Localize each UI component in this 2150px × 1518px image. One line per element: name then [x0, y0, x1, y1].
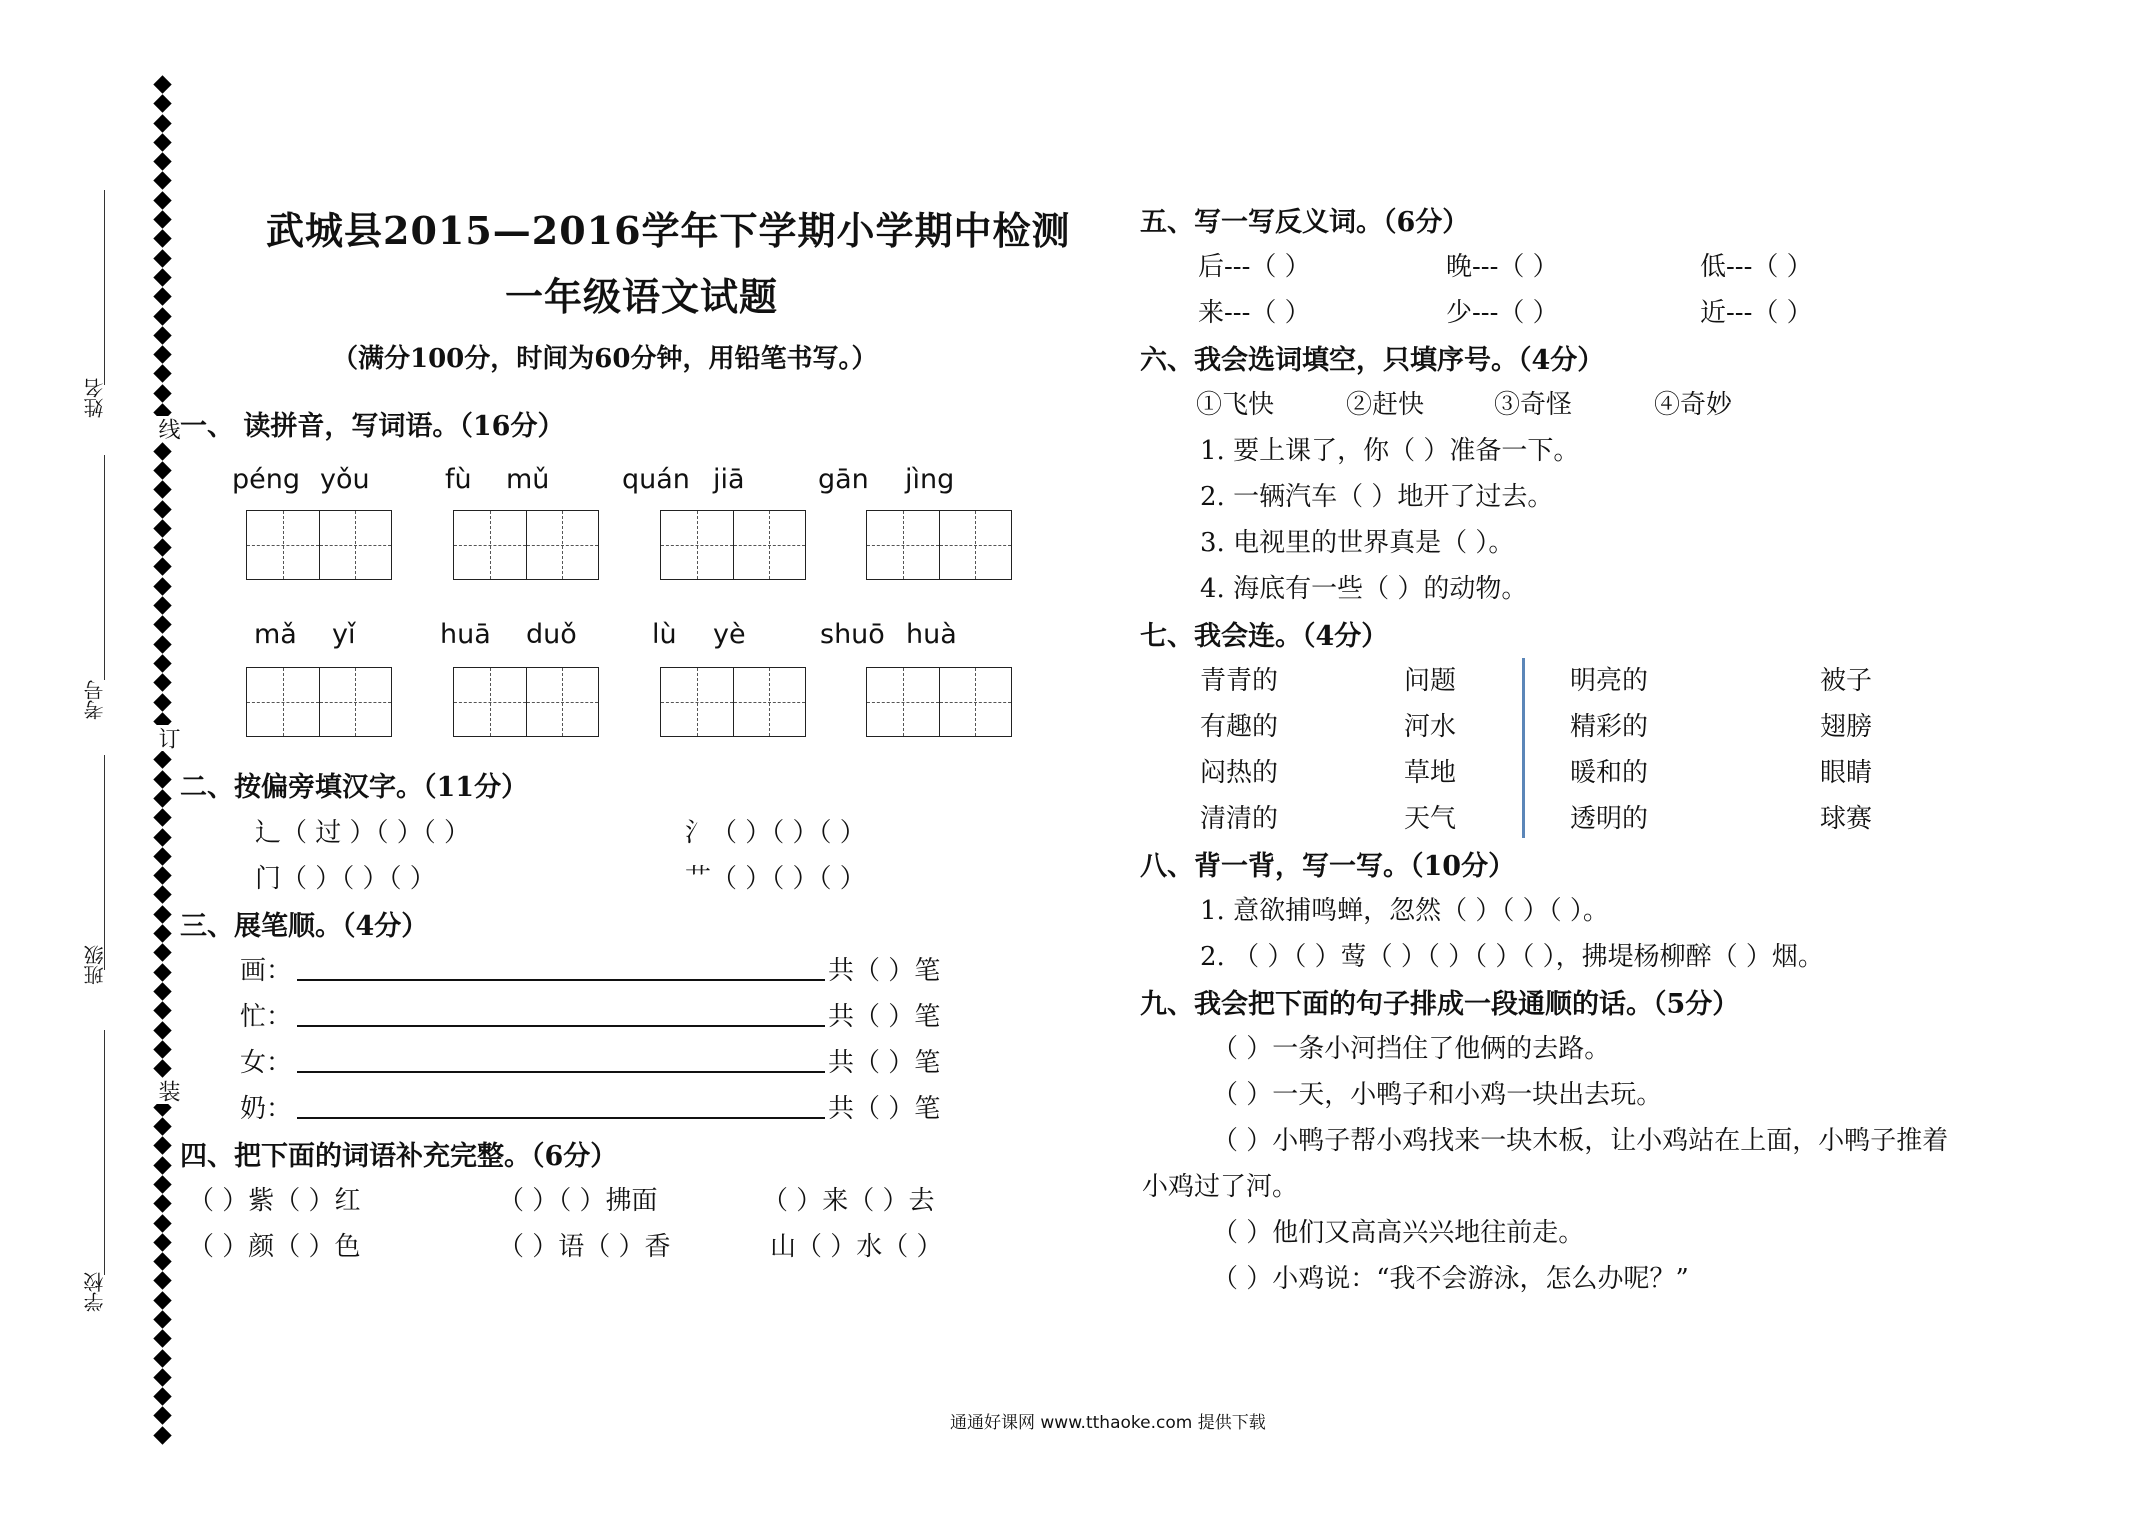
word-completion[interactable]: （ ）来（ ）去: [762, 1186, 935, 1216]
stroke-count[interactable]: 共（ ）笔: [828, 1048, 941, 1078]
diamond-mark: [153, 1021, 171, 1039]
word-completion[interactable]: （ ）紫（ ）红: [188, 1186, 361, 1216]
section1-heading: 一、 读拼音，写词语。（16分）: [180, 411, 565, 442]
option-3: ③奇怪: [1494, 390, 1573, 420]
diamond-mark: [153, 789, 171, 807]
word-completion[interactable]: 山（ ）水（ ）: [770, 1232, 943, 1262]
diamond-mark: [153, 288, 171, 306]
match-right-1[interactable]: 天气: [1404, 804, 1457, 834]
diamond-mark: [153, 442, 171, 460]
order-sentence[interactable]: （ ）小鸡说：“我不会游泳，怎么办呢？”: [1212, 1264, 1689, 1294]
diamond-mark: [153, 1387, 171, 1405]
cut-mark-staple: 订: [152, 725, 183, 751]
diamond-mark: [153, 538, 171, 556]
word-completion[interactable]: （ ）颜（ ）色: [188, 1232, 361, 1262]
match-left-2[interactable]: 精彩的: [1570, 712, 1649, 742]
diamond-mark: [153, 384, 171, 402]
stroke-char: 女：: [240, 1048, 293, 1078]
diamond-mark: [153, 577, 171, 595]
diamond-mark: [153, 1175, 171, 1193]
diamond-mark: [153, 944, 171, 962]
exam-number-underline: [104, 455, 105, 680]
section7-heading: 七、我会连。（4分）: [1140, 621, 1389, 652]
label-school: 学校: [83, 1272, 107, 1312]
diamond-mark: [153, 1117, 171, 1135]
match-right-1[interactable]: 问题: [1404, 666, 1457, 696]
word-completion[interactable]: （ ）（ ）拂面: [498, 1186, 658, 1216]
antonym-item[interactable]: 近---（ ）: [1700, 298, 1813, 328]
pinyin-6b: duǒ: [526, 619, 577, 650]
pinyin-5a: mǎ: [254, 619, 297, 650]
diamond-mark: [153, 268, 171, 286]
diamond-mark: [153, 230, 171, 248]
matching-divider: [1522, 658, 1525, 838]
diamond-mark: [153, 963, 171, 981]
diamond-mark: [153, 307, 171, 325]
stroke-char: 忙：: [240, 1002, 293, 1032]
order-sentence-continued: 小鸡过了河。: [1142, 1172, 1299, 1202]
radical-row[interactable]: 辶（ 过 ）（ ）（ ）: [255, 818, 471, 848]
diamond-mark: [153, 133, 171, 151]
match-left-1[interactable]: 有趣的: [1200, 712, 1279, 742]
diamond-mark: [153, 1233, 171, 1251]
diamond-mark: [153, 924, 171, 942]
stroke-char: 奶：: [240, 1094, 293, 1124]
footer-credit[interactable]: 通通好课网 www.tthaoke.com 提供下载: [950, 1413, 1266, 1433]
diamond-mark: [153, 1059, 171, 1077]
antonym-item[interactable]: 来---（ ）: [1198, 298, 1311, 328]
pinyin-2a: fù: [445, 464, 472, 495]
option-4: ④奇妙: [1654, 390, 1733, 420]
fill-sentence[interactable]: 3. 电视里的世界真是（ ）。: [1200, 528, 1515, 558]
diamond-mark: [153, 1156, 171, 1174]
poem-line[interactable]: 1. 意欲捕鸣蝉，忽然（ ）（ ）（ ）。: [1200, 896, 1609, 926]
writing-grid[interactable]: [660, 510, 806, 580]
diamond-mark: [153, 616, 171, 634]
writing-grid[interactable]: [866, 667, 1012, 737]
fill-sentence[interactable]: 4. 海底有一些（ ）的动物。: [1200, 574, 1528, 604]
diamond-mark: [153, 1310, 171, 1328]
school-underline: [104, 1030, 105, 1275]
writing-grid[interactable]: [246, 510, 392, 580]
diamond-mark: [153, 75, 171, 93]
diamond-mark: [153, 191, 171, 209]
diamond-mark: [153, 1002, 171, 1020]
diamond-mark: [153, 1330, 171, 1348]
diamond-mark: [153, 345, 171, 363]
radical-row[interactable]: 艹（ ）（ ）（ ）: [685, 864, 866, 894]
pinyin-4a: gān: [818, 464, 869, 495]
poem-line[interactable]: 2. （ ）（ ）莺（ ）（ ）（ ）（ ），拂堤杨柳醉（ ）烟。: [1200, 942, 1824, 972]
label-class: 班级: [83, 945, 107, 985]
diamond-mark: [153, 152, 171, 170]
diamond-mark: [153, 866, 171, 884]
diamond-mark: [153, 693, 171, 711]
label-name: 姓名: [83, 378, 107, 418]
label-exam-number: 考号: [83, 680, 107, 720]
section8-heading: 八、背一背，写一写。（10分）: [1140, 851, 1516, 882]
order-sentence[interactable]: （ ）一天，小鸭子和小鸡一块出去玩。: [1212, 1080, 1663, 1110]
cut-mark-line: 线: [152, 416, 183, 442]
match-right-1[interactable]: 草地: [1404, 758, 1457, 788]
diamond-mark: [153, 982, 171, 1000]
match-right-2[interactable]: 翅膀: [1820, 712, 1873, 742]
antonym-item[interactable]: 晚---（ ）: [1446, 252, 1559, 282]
diamond-mark: [153, 114, 171, 132]
fill-sentence[interactable]: 1. 要上课了，你（ ）准备一下。: [1200, 436, 1580, 466]
diamond-mark: [153, 674, 171, 692]
exam-note: （满分100分，时间为60分钟，用铅笔书写。）: [332, 344, 878, 374]
diamond-mark: [153, 1272, 171, 1290]
diamond-mark: [153, 886, 171, 904]
match-right-2[interactable]: 球赛: [1820, 804, 1873, 834]
match-right-1[interactable]: 河水: [1404, 712, 1457, 742]
pinyin-7b: yè: [713, 619, 746, 650]
stroke-char: 画：: [240, 956, 293, 986]
name-underline: [104, 190, 105, 385]
match-right-2[interactable]: 眼睛: [1820, 758, 1873, 788]
pinyin-5b: yǐ: [332, 619, 356, 650]
word-completion[interactable]: （ ）语（ ）香: [498, 1232, 671, 1262]
pinyin-8a: shuō: [820, 619, 885, 650]
section2-heading: 二、按偏旁填汉字。（11分）: [180, 772, 529, 803]
diamond-mark: [153, 1426, 171, 1444]
pinyin-7a: lù: [652, 619, 677, 650]
diamond-mark: [153, 500, 171, 518]
stroke-count[interactable]: 共（ ）笔: [828, 1002, 941, 1032]
diamond-mark: [153, 1252, 171, 1270]
writing-grid[interactable]: [453, 667, 599, 737]
stroke-answer-line[interactable]: [297, 1117, 825, 1119]
order-sentence[interactable]: （ ）他们又高高兴兴地往前走。: [1212, 1218, 1585, 1248]
diamond-mark: [153, 828, 171, 846]
diamond-mark: [153, 654, 171, 672]
fill-sentence[interactable]: 2. 一辆汽车（ ）地开了过去。: [1200, 482, 1554, 512]
class-underline: [104, 755, 105, 970]
page-subtitle: 一年级语文试题: [505, 274, 779, 319]
order-sentence[interactable]: （ ）小鸭子帮小鸡找来一块木板，让小鸡站在上面，小鸭子推着: [1212, 1126, 1949, 1156]
diamond-mark: [153, 95, 171, 113]
antonym-item[interactable]: 少---（ ）: [1446, 298, 1559, 328]
diamond-mark: [153, 481, 171, 499]
option-2: ②赶快: [1346, 390, 1425, 420]
diamond-mark: [153, 596, 171, 614]
match-left-2[interactable]: 明亮的: [1570, 666, 1649, 696]
section5-heading: 五、写一写反义词。（6分）: [1140, 207, 1470, 238]
cut-mark-bind: 装: [152, 1078, 183, 1104]
binding-diamond-border: [150, 78, 174, 1448]
pinyin-4b: jìng: [905, 464, 955, 495]
writing-grid[interactable]: [660, 667, 806, 737]
pinyin-3a: quán: [622, 464, 690, 495]
diamond-mark: [153, 365, 171, 383]
section9-heading: 九、我会把下面的句子排成一段通顺的话。（5分）: [1140, 989, 1740, 1020]
order-sentence[interactable]: （ ）一条小河挡住了他俩的去路。: [1212, 1034, 1611, 1064]
match-left-2[interactable]: 透明的: [1570, 804, 1649, 834]
stroke-answer-line[interactable]: [297, 1025, 825, 1027]
diamond-mark: [153, 905, 171, 923]
pinyin-8b: huà: [906, 619, 957, 650]
option-1: ①飞快: [1196, 390, 1275, 420]
diamond-mark: [153, 558, 171, 576]
diamond-mark: [153, 1349, 171, 1367]
match-left-1[interactable]: 青青的: [1200, 666, 1279, 696]
pinyin-3b: jiā: [713, 464, 745, 495]
stroke-count[interactable]: 共（ ）笔: [828, 956, 941, 986]
diamond-mark: [153, 249, 171, 267]
section3-heading: 三、展笔顺。（4分）: [180, 911, 429, 942]
pinyin-6a: huā: [440, 619, 491, 650]
diamond-mark: [153, 1214, 171, 1232]
diamond-mark: [153, 172, 171, 190]
diamond-mark: [153, 1368, 171, 1386]
match-right-2[interactable]: 被子: [1820, 666, 1873, 696]
diamond-mark: [153, 847, 171, 865]
radical-row[interactable]: 门（ ）（ ）（ ）: [255, 864, 436, 894]
pinyin-1b: yǒu: [320, 464, 370, 495]
diamond-mark: [153, 1040, 171, 1058]
diamond-mark: [153, 1407, 171, 1425]
stroke-answer-line[interactable]: [297, 1071, 825, 1073]
stroke-count[interactable]: 共（ ）笔: [828, 1094, 941, 1124]
diamond-mark: [153, 519, 171, 537]
diamond-mark: [153, 635, 171, 653]
pinyin-1a: péng: [232, 464, 301, 495]
section6-heading: 六、我会选词填空，只填序号。（4分）: [1140, 345, 1605, 376]
writing-grid[interactable]: [246, 667, 392, 737]
diamond-mark: [153, 1291, 171, 1309]
antonym-item[interactable]: 后---（ ）: [1198, 252, 1311, 282]
radical-row[interactable]: 氵（ ）（ ）（ ）: [685, 818, 866, 848]
writing-grid[interactable]: [453, 510, 599, 580]
diamond-mark: [153, 751, 171, 769]
diamond-mark: [153, 770, 171, 788]
diamond-mark: [153, 1137, 171, 1155]
diamond-mark: [153, 461, 171, 479]
diamond-mark: [153, 809, 171, 827]
stroke-answer-line[interactable]: [297, 979, 825, 981]
match-left-1[interactable]: 闷热的: [1200, 758, 1279, 788]
writing-grid[interactable]: [866, 510, 1012, 580]
diamond-mark: [153, 326, 171, 344]
diamond-mark: [153, 210, 171, 228]
section4-heading: 四、把下面的词语补充完整。（6分）: [180, 1141, 618, 1172]
antonym-item[interactable]: 低---（ ）: [1700, 252, 1813, 282]
match-left-1[interactable]: 清清的: [1200, 804, 1279, 834]
pinyin-2b: mǔ: [506, 464, 550, 495]
page-title: 武城县2015—2016学年下学期小学期中检测: [266, 208, 1071, 253]
diamond-mark: [153, 1195, 171, 1213]
match-left-2[interactable]: 暖和的: [1570, 758, 1649, 788]
